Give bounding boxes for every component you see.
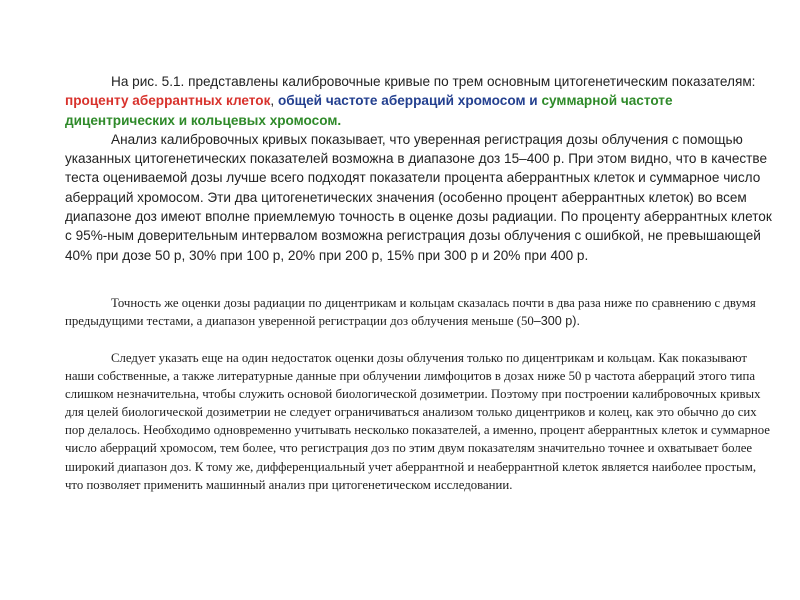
- highlight-aberrant-cells: проценту аберрантных клеток: [65, 93, 271, 109]
- separator-and: и: [525, 93, 542, 109]
- highlight-dicentric-ring: суммарной частоте дицентрических и кольцевых хромосом.: [65, 93, 673, 128]
- separator-comma: ,: [270, 93, 278, 109]
- intro-text: На рис. 5.1. представлены калибровочные кривые по трем основным цитогенетическим показателям:: [111, 74, 756, 89]
- drawback-text: Следует указать еще на один недостаток оценки дозы облучения только по дицентрикам и кольцам. Как показывают наши собственные, а также литературные данные при облучении лимфоцитов в дозах ниже 50 р частота аберраций этого типа слишком незначительна, чтобы служить основой биологической дозиметрии. Поэтому при построении калибровочных кривых для целей биологической дозиметрии не следует ограничиваться анализом только дицентриков и колец, как это обычно до сих пор делалось. Необходимо одновременно учитывать несколько показателей, а именно, процент аберрантных клеток и суммарное число аберраций хромосом, тем более, что регистрация доз по этим двум показателям значительно точнее и охватывает более широкий диапазон доз. К тому же, дифференциальный учет аберрантной и неаберрантной клеток является наиболее простым, что позволяет применить машинный анализ при цитогенетическом исследовании.: [65, 351, 770, 492]
- accuracy-text: Точность же оценки дозы радиации по дицентрикам и кольцам сказалась почти в два раза ниже по сравнению с двумя предыдущими тестами, а диапазон уверенной регистрации доз облучения меньше (50: [65, 296, 756, 329]
- paragraph-drawback: [65, 349, 777, 494]
- analysis-text: Анализ калибровочных кривых показывает, что уверенная регистрация дозы облучения с помощью указанных цитогенетических показателей возможна в диапазоне доз 15–400 р. При этом видно, что в качестве теста оцениваемой дозы лучше всего подходят показатели процента аберрантных клеток и суммарное число аберраций хромосом. Эти два цитогенетических значения (особенно процент аберрантных клеток) во всем диапазоне доз имеют вполне приемлемую точность в оценке дозы радиации. По проценту аберрантных клеток с 95%-ным доверительным интервалом возможна регистрация дозы облучения с ошибкой, не превышающей 40% при дозе 50 р, 30% при 100 р, 20% при 200 р, 15% при 300 р и 20% при 400 р.: [65, 131, 772, 263]
- paragraph-dicentric-accuracy: [65, 294, 777, 330]
- dose-range-text: –300 р).: [533, 314, 580, 329]
- highlight-aberration-frequency: общей частоте аберраций хромосом: [277, 93, 526, 109]
- paragraph-calibration-curves: [65, 72, 780, 265]
